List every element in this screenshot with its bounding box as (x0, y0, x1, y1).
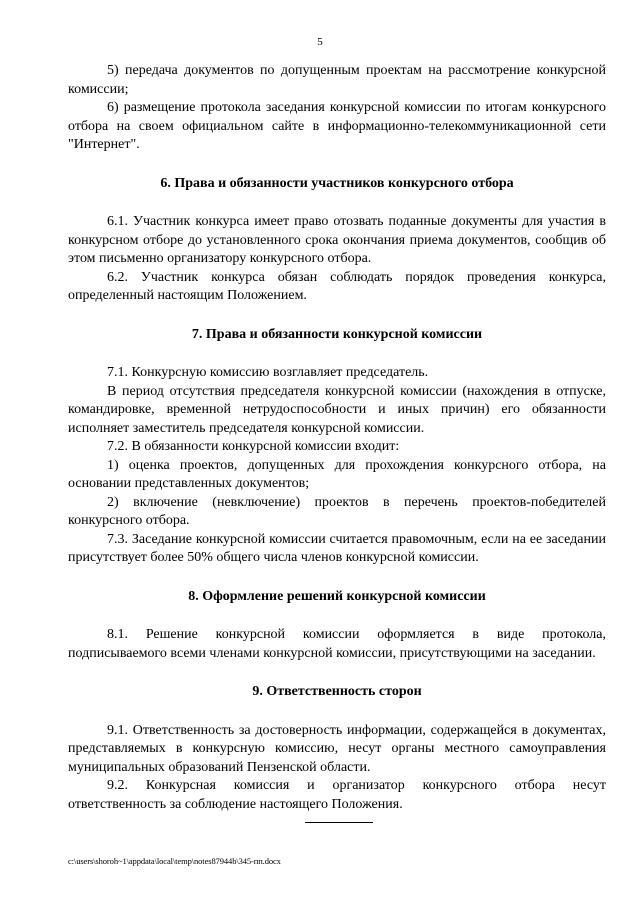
paragraph-8-1: 8.1. Решение конкурсной комиссии оформляется в виде протокола, подписываемого всеми членами конкурсной комиссии, присутствующими на заседании. (68, 627, 606, 661)
paragraph-6-1: 6.1. Участник конкурса имеет право отозвать поданные документы для участия в конкурсном отборе до установленного срока окончания приема документов, сообщив об этом письменно организатору конкурсного отбора. (68, 214, 606, 266)
file-path-footer: c:\users\shoroh~1\appdata\local\temp\notes87944b\345-пп.docx (68, 856, 281, 866)
paragraph-7-2: 7.2. В обязанности конкурсной комиссии входит: (107, 439, 400, 454)
section-heading-7: 7. Права и обязанности конкурсной комиссии (191, 326, 483, 342)
section-heading-8: 8. Оформление решений конкурсной комиссии (188, 588, 486, 604)
paragraph-6-2: 6.2. Участник конкурса обязан соблюдать порядок проведения конкурса, определенный настоящим Положением. (68, 269, 606, 303)
paragraph-7-2-item-1: 1) оценка проектов, допущенных для прохождения конкурсного отбора, на основании представленных документов; (68, 457, 606, 491)
paragraph-7-1-absence: В период отсутствия председателя конкурсной комиссии (нахождения в отпуске, командировке, временной нетрудоспособности и иных причин) его обязанности исполняет заместитель председателя конкурсной комиссии. (68, 383, 606, 436)
paragraph-9-2: 9.2. Конкурсная комиссия и организатор конкурсного отбора несут ответственность за соблюдение настоящего Положения. (68, 778, 606, 812)
paragraph-9-1: 9.1. Ответственность за достоверность информации, содержащейся в документах, представляемых в конкурсную комиссию, несут органы местного самоуправления муниципальных образований Пензенской области. (68, 722, 606, 775)
section-heading-9: 9. Ответственность сторон (252, 684, 422, 699)
paragraph-item-6: 6) размещение протокола заседания конкурсной комиссии по итогам конкурсного отбора на своем официальном сайте в информационно-телекоммуникационной сети "Интернет". (68, 100, 606, 152)
paragraph-item-5: 5) передача документов по допущенным проектам на рассмотрение конкурсной комиссии; (68, 63, 606, 97)
page-number: 5 (317, 36, 323, 48)
document-body (68, 62, 606, 814)
paragraph-7-3: 7.3. Заседание конкурсной комиссии считается правомочным, если на ее заседании присутствует более 50% общего числа членов конкурсной комиссии. (68, 531, 606, 565)
section-heading-6: 6. Права и обязанности участников конкурсного отбора (160, 175, 514, 191)
paragraph-7-2-item-2: 2) включение (невключение) проектов в перечень проектов-победителей конкурсного отбора. (68, 494, 606, 528)
end-divider (305, 822, 373, 823)
paragraph-7-1: 7.1. Конкурсную комиссию возглавляет председатель. (107, 365, 429, 380)
